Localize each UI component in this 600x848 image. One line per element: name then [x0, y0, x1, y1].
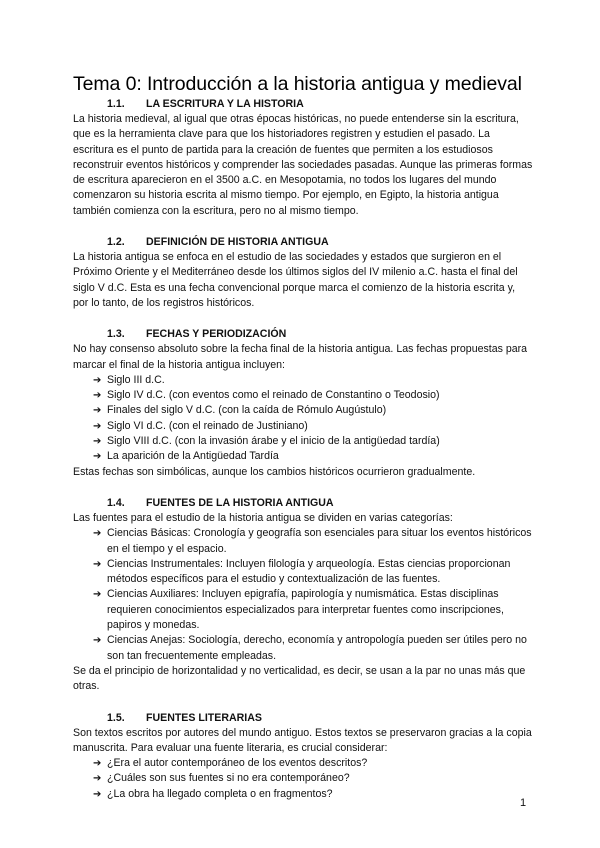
section-title: LA ESCRITURA Y LA HISTORIA [146, 98, 304, 110]
list-item-text: Siglo VIII d.C. (con la invasión árabe y el inicio de la antigüedad tardía) [107, 435, 440, 448]
section-number: 1.3. [107, 328, 125, 341]
section-number: 1.4. [107, 496, 125, 509]
bullet-list [73, 756, 533, 802]
list-item-text: ¿Cuáles son sus fuentes si no era contemporáneo? [107, 772, 350, 785]
arrow-icon: ➔ [93, 788, 102, 800]
list-item-text: Siglo III d.C. [107, 373, 165, 386]
list-item-text: Siglo VI d.C. (con el reinado de Justiniano) [107, 419, 308, 432]
arrow-icon: ➔ [93, 405, 102, 417]
section-literarias [73, 711, 533, 802]
arrow-icon: ➔ [93, 635, 102, 647]
arrow-icon: ➔ [93, 390, 102, 402]
section-heading [73, 327, 533, 342]
list-item [93, 771, 533, 786]
list-item-text: Ciencias Anejas: Sociología, derecho, economía y antropología pueden ser útiles pero no son tan frecuentemente empleadas. [107, 634, 527, 662]
section-heading [73, 97, 533, 112]
section-title: FECHAS Y PERIODIZACIÓN [146, 328, 287, 341]
list-item-text: Siglo IV d.C. (con eventos como el reinado de Constantino o Teodosio) [107, 389, 440, 402]
arrow-icon: ➔ [93, 773, 102, 785]
list-item [93, 403, 533, 418]
section-paragraph: Son textos escritos por autores del mundo antiguo. Estos textos se preservaron gracias a la copia manuscrita. Para evaluar una fuente literaria, es crucial considerar: [73, 726, 532, 754]
list-item [93, 434, 533, 449]
section-fechas [73, 327, 533, 480]
list-item [93, 587, 533, 633]
section-title: DEFINICIÓN DE HISTORIA ANTIGUA [146, 236, 329, 249]
arrow-icon: ➔ [93, 436, 102, 448]
arrow-icon: ➔ [93, 589, 102, 601]
document-body [73, 97, 533, 818]
list-item-text: Ciencias Auxiliares: Incluyen epigrafía, papirología y numismática. Estas disciplinas requieren conocimientos especializados para interpretar fuentes como inscripciones, papiros y monedas. [107, 588, 504, 632]
page-number: 1 [520, 797, 527, 809]
section-number: 1.1. [107, 98, 125, 110]
arrow-icon: ➔ [93, 451, 102, 463]
list-item [93, 557, 533, 588]
bullet-list [73, 373, 533, 465]
section-definicion [73, 235, 533, 311]
arrow-icon: ➔ [93, 758, 102, 770]
section-paragraph: La historia medieval, al igual que otras épocas históricas, no puede entenderse sin la escritura, que es la herramienta clave para que los historiadores registren y estudien el pasado. La escritura es el punto de partida para la creación de fuentes que permiten a los estudiosos reconstruir eventos históricos y comprender las sociedades pasadas. Aunque las primeras formas de escritura aparecieron en el 3500 a.C. en Mesopotamia, no todos los lugares del mundo comenzaron su historia escrita al mismo tiempo. Por ejemplo, en Egipto, la historia antigua también comienza con la escritura, pero no al mismo tiempo. [73, 113, 533, 217]
section-heading [73, 496, 533, 511]
list-item-text: Ciencias Básicas: Cronología y geografía son esenciales para situar los eventos históricos en el tiempo y el espacio. [107, 527, 532, 555]
section-closing: Se da el principio de horizontalidad y no verticalidad, es decir, se usan a la par no unas más que otras. [73, 664, 526, 693]
arrow-icon: ➔ [93, 528, 102, 540]
list-item [93, 419, 533, 434]
list-item-text: ¿La obra ha llegado completa o en fragmentos? [107, 787, 333, 800]
arrow-icon: ➔ [93, 558, 102, 570]
arrow-icon: ➔ [93, 420, 102, 432]
section-number: 1.5. [107, 711, 125, 724]
page-title: Tema 0: Introducción a la historia antigua y medieval [73, 73, 522, 95]
section-number: 1.2. [107, 236, 125, 249]
list-item-text: Finales del siglo V d.C. (con la caída de Rómulo Augústulo) [107, 404, 387, 417]
list-item [93, 756, 533, 771]
section-heading [73, 235, 533, 250]
arrow-icon: ➔ [93, 374, 102, 386]
list-item [93, 373, 533, 388]
section-paragraph: Las fuentes para el estudio de la historia antigua se dividen en varias categorías: [73, 511, 453, 524]
list-item [93, 787, 533, 802]
bullet-list [73, 526, 533, 664]
section-fuentes [73, 496, 533, 695]
section-title: FUENTES DE LA HISTORIA ANTIGUA [146, 496, 334, 509]
list-item [93, 526, 533, 557]
section-title: FUENTES LITERARIAS [146, 711, 262, 724]
section-closing: Estas fechas son simbólicas, aunque los cambios históricos ocurrieron gradualmente. [73, 465, 476, 478]
list-item [93, 388, 533, 403]
list-item [93, 449, 533, 464]
list-item-text: Ciencias Instrumentales: Incluyen filología y arqueología. Estas ciencias proporcionan métodos específicos para el estudio y contextualización de las fuentes. [107, 557, 511, 586]
list-item-text: ¿Era el autor contemporáneo de los eventos descritos? [107, 757, 368, 770]
list-item-text: La aparición de la Antigüedad Tardía [107, 450, 279, 463]
section-paragraph: No hay consenso absoluto sobre la fecha final de la historia antigua. Las fechas propuestas para marcar el final de la historia antigua incluyen: [73, 343, 528, 371]
section-paragraph: La historia antigua se enfoca en el estudio de las sociedades y estados que surgieron en el Próximo Oriente y el Mediterráneo desde los últimos siglos del IV milenio a.C. hasta el final del siglo V d.C. Esta es una fecha convencional porque marca el comienzo de la historia escrita y, por lo tanto, de los registros históricos. [73, 251, 518, 309]
list-item [93, 633, 533, 664]
section-escritura [73, 97, 533, 219]
section-heading [73, 711, 533, 726]
